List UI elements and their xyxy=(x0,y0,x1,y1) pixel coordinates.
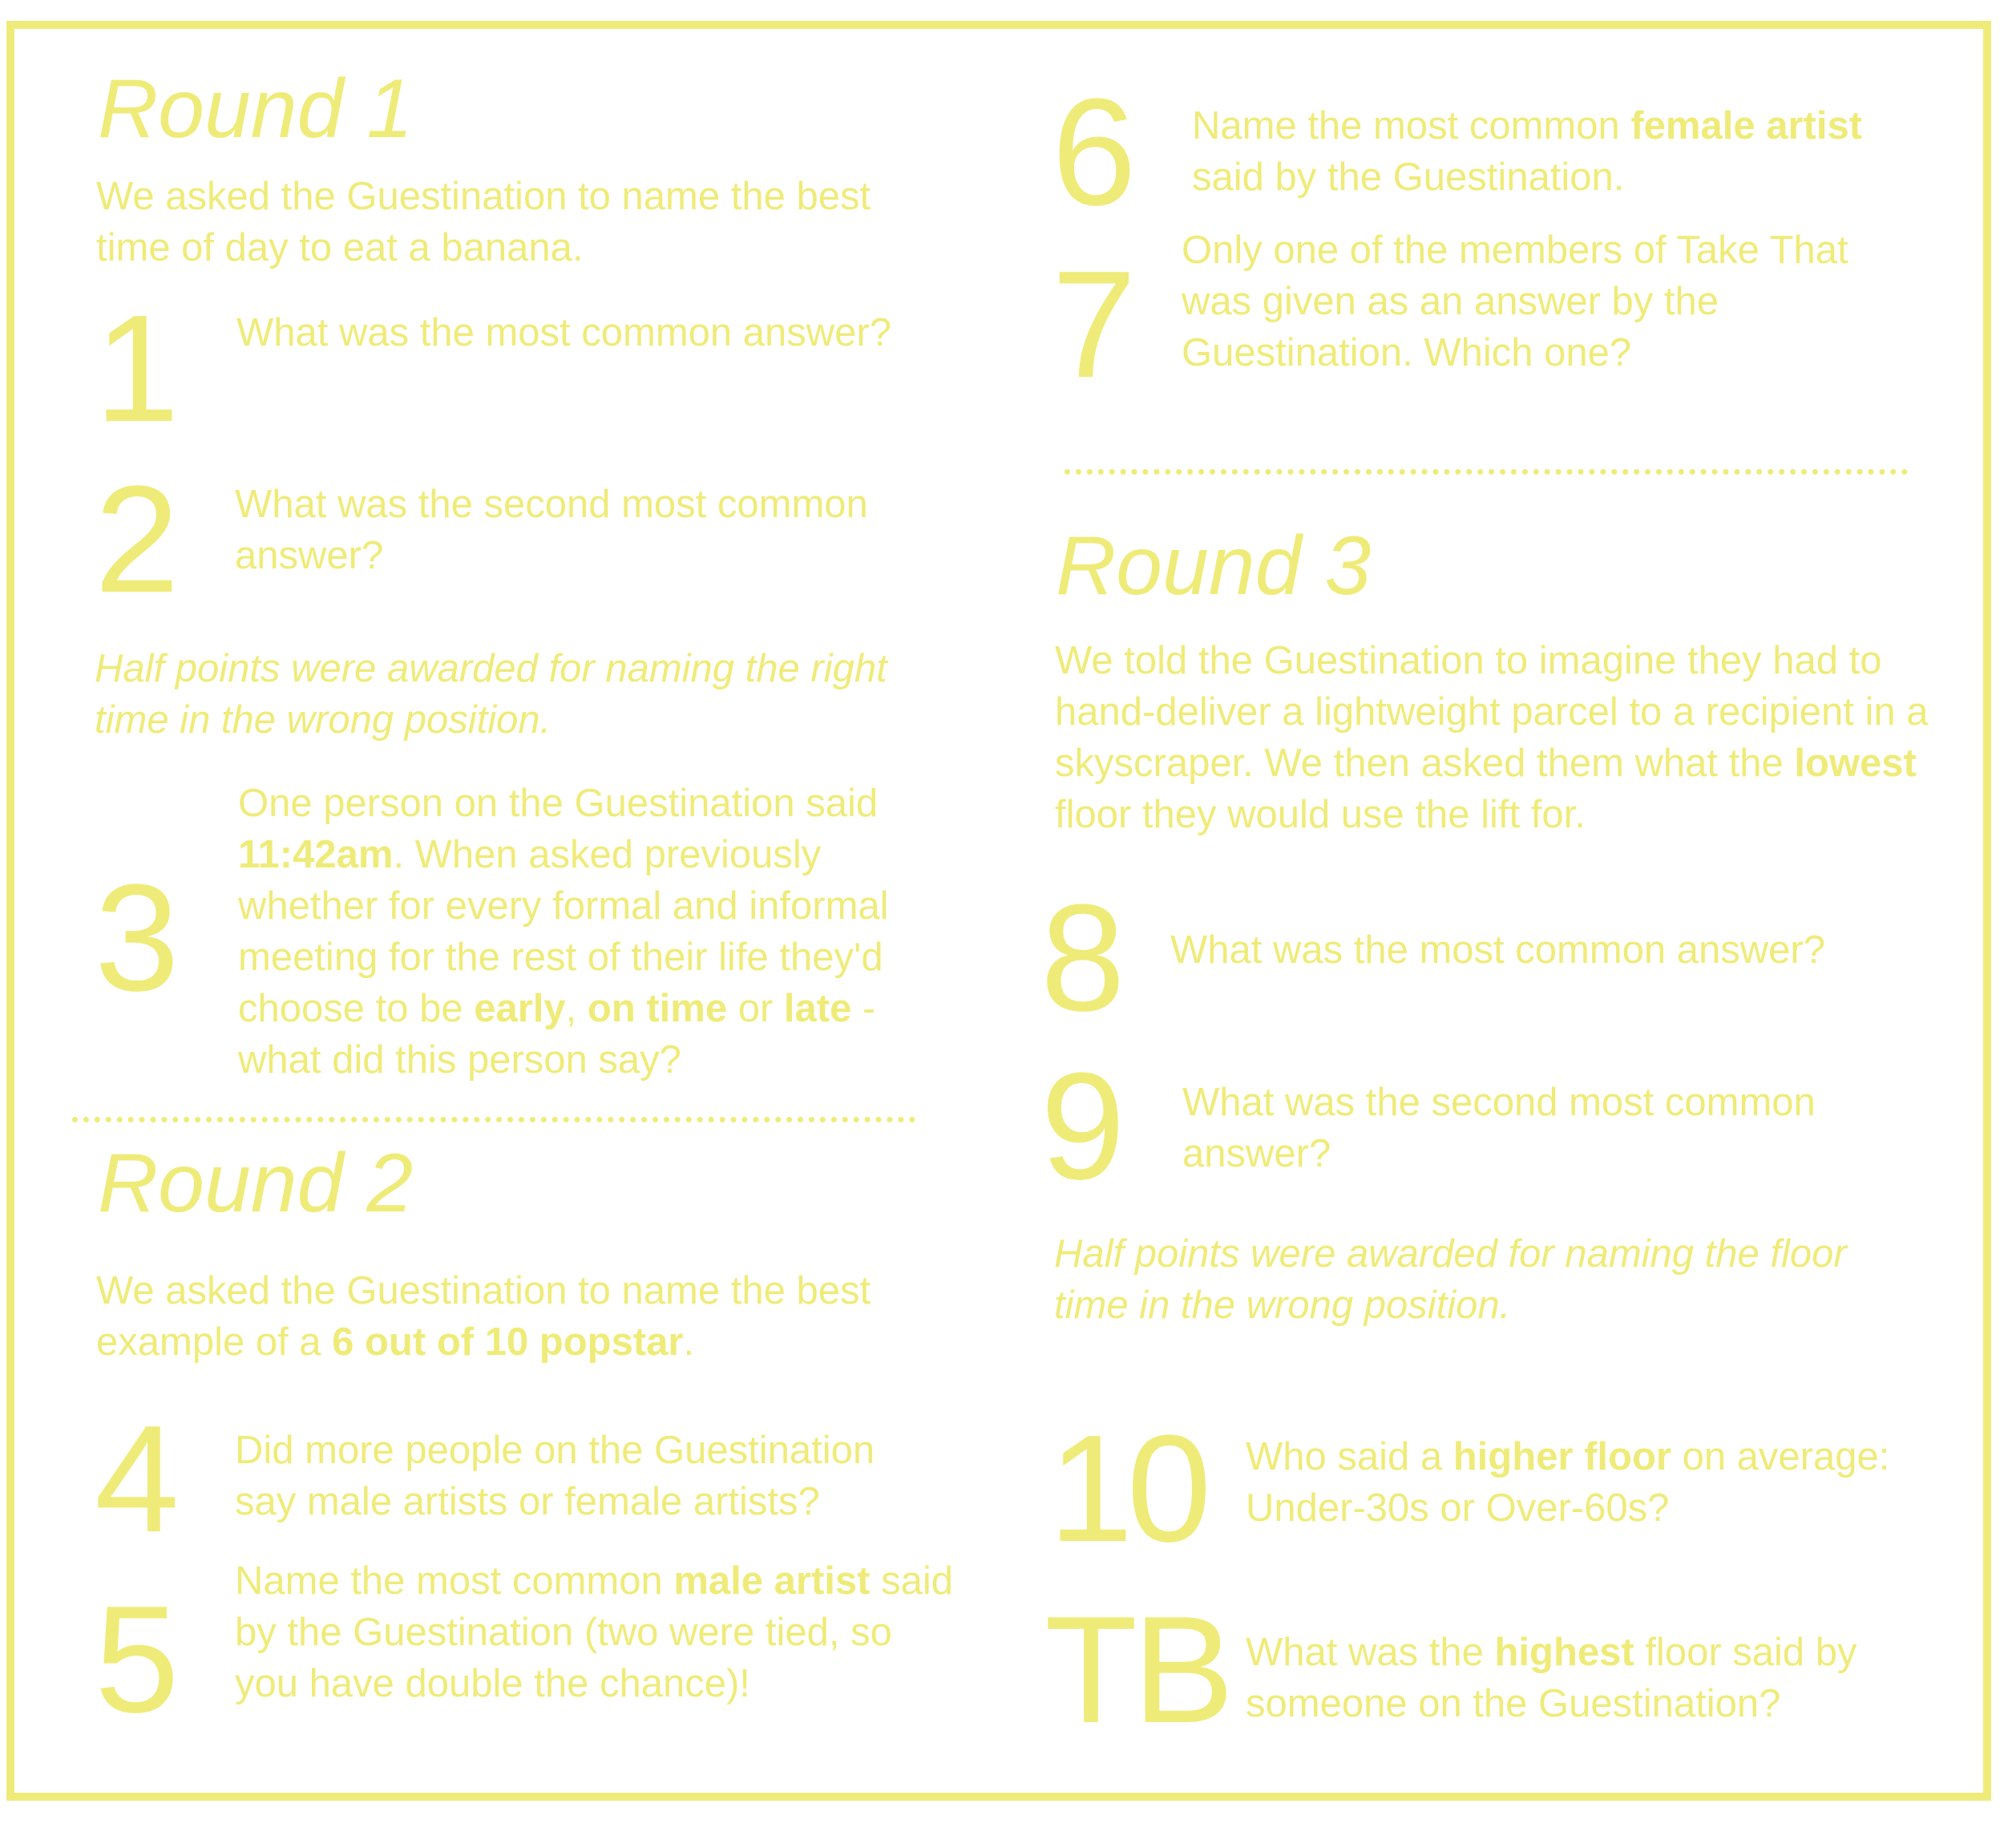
round-1-title: Round 1 xyxy=(98,63,414,156)
q10-text-1: Who said a xyxy=(1246,1435,1453,1478)
round-1-note: Half points were awarded for naming the right time in the wrong position. xyxy=(95,647,887,742)
round-3-intro-end: floor they would use the lift for. xyxy=(1055,793,1586,836)
question-3-text xyxy=(238,778,943,1086)
round-3-intro xyxy=(1055,635,1929,840)
q3-text-5: - what did this person say? xyxy=(238,987,876,1082)
q3-bold-on-time: on time xyxy=(587,987,728,1030)
right-dotted-divider xyxy=(1065,469,1908,475)
question-7-text: Only one of the members of Take That was given as an answer by the Guestination. Which one? xyxy=(1182,228,1848,374)
tb-text-2: floor said by someone on the Guestination? xyxy=(1246,1631,1857,1725)
tb-text-1: What was the xyxy=(1246,1631,1495,1674)
question-2-text: What was the second most common answer? xyxy=(235,483,868,577)
round-2-intro xyxy=(96,1265,962,1368)
round-3-title: Round 3 xyxy=(1056,520,1372,613)
question-6-text xyxy=(1192,100,1913,203)
q3-bold-time: 11:42am xyxy=(238,833,394,876)
question-10-text xyxy=(1246,1431,1927,1534)
round-2-intro-text: We asked the Guestination to name the best example of a xyxy=(96,1269,871,1364)
question-6-number: 6 xyxy=(1052,67,1137,237)
round-2-intro-end: . xyxy=(683,1320,695,1364)
question-2-number: 2 xyxy=(95,455,180,625)
q3-text-3: , xyxy=(565,987,588,1030)
question-5-number: 5 xyxy=(95,1575,180,1745)
tb-bold: highest xyxy=(1494,1631,1634,1674)
question-1-number: 1 xyxy=(95,284,180,454)
round-3-intro-bold: lowest xyxy=(1794,742,1917,785)
q3-text-2: . When asked previously whether for every formal and informal meeting for the rest of their life they'd choose to be xyxy=(238,833,889,1030)
q10-text-2: on average: Under-30s or Over-60s? xyxy=(1246,1435,1890,1530)
tiebreaker-text xyxy=(1246,1627,1927,1729)
q3-bold-late: late xyxy=(783,987,852,1030)
question-9-number: 9 xyxy=(1040,1041,1125,1211)
q10-bold: higher floor xyxy=(1452,1435,1671,1478)
tiebreaker-label: TB xyxy=(1044,1585,1230,1755)
q6-text-1: Name the most common xyxy=(1192,104,1631,148)
round-3-intro-text: We told the Guestination to imagine they had to hand-deliver a lightweight parcel to a recipient in a skyscraper. We then asked them what the xyxy=(1055,639,1929,785)
question-3-number: 3 xyxy=(95,853,180,1023)
question-9-text: What was the second most common answer? xyxy=(1182,1081,1816,1175)
question-8-text: What was the most common answer? xyxy=(1170,928,1825,972)
q5-text-1: Name the most common xyxy=(235,1559,674,1603)
q3-bold-early: early xyxy=(474,987,566,1030)
question-5-text xyxy=(235,1555,956,1709)
q5-text-2: said by the Guestination (two were tied, so you have double the chance)! xyxy=(235,1559,953,1705)
round-1-intro: We asked the Guestination to name the best time of day to eat a banana. xyxy=(96,175,871,269)
round-2-title: Round 2 xyxy=(98,1137,414,1230)
question-10-number: 10 xyxy=(1048,1404,1206,1574)
question-7-number: 7 xyxy=(1052,240,1137,410)
round-2-intro-bold: 6 out of 10 popstar xyxy=(332,1320,684,1364)
question-4-text: Did more people on the Guestination say male artists or female artists? xyxy=(235,1429,875,1523)
round-3-note: Half points were awarded for naming the floor time in the wrong position. xyxy=(1054,1232,1847,1327)
question-8-number: 8 xyxy=(1040,873,1125,1043)
q6-bold: female artist xyxy=(1630,104,1863,148)
q6-text-2: said by the Guestination. xyxy=(1192,156,1625,199)
q3-text-1: One person on the Guestination said xyxy=(238,782,879,825)
question-4-number: 4 xyxy=(95,1394,180,1564)
left-dotted-divider xyxy=(72,1117,915,1122)
q3-text-4: or xyxy=(727,987,784,1030)
q5-bold: male artist xyxy=(673,1559,871,1603)
question-1-text: What was the most common answer? xyxy=(236,311,891,354)
